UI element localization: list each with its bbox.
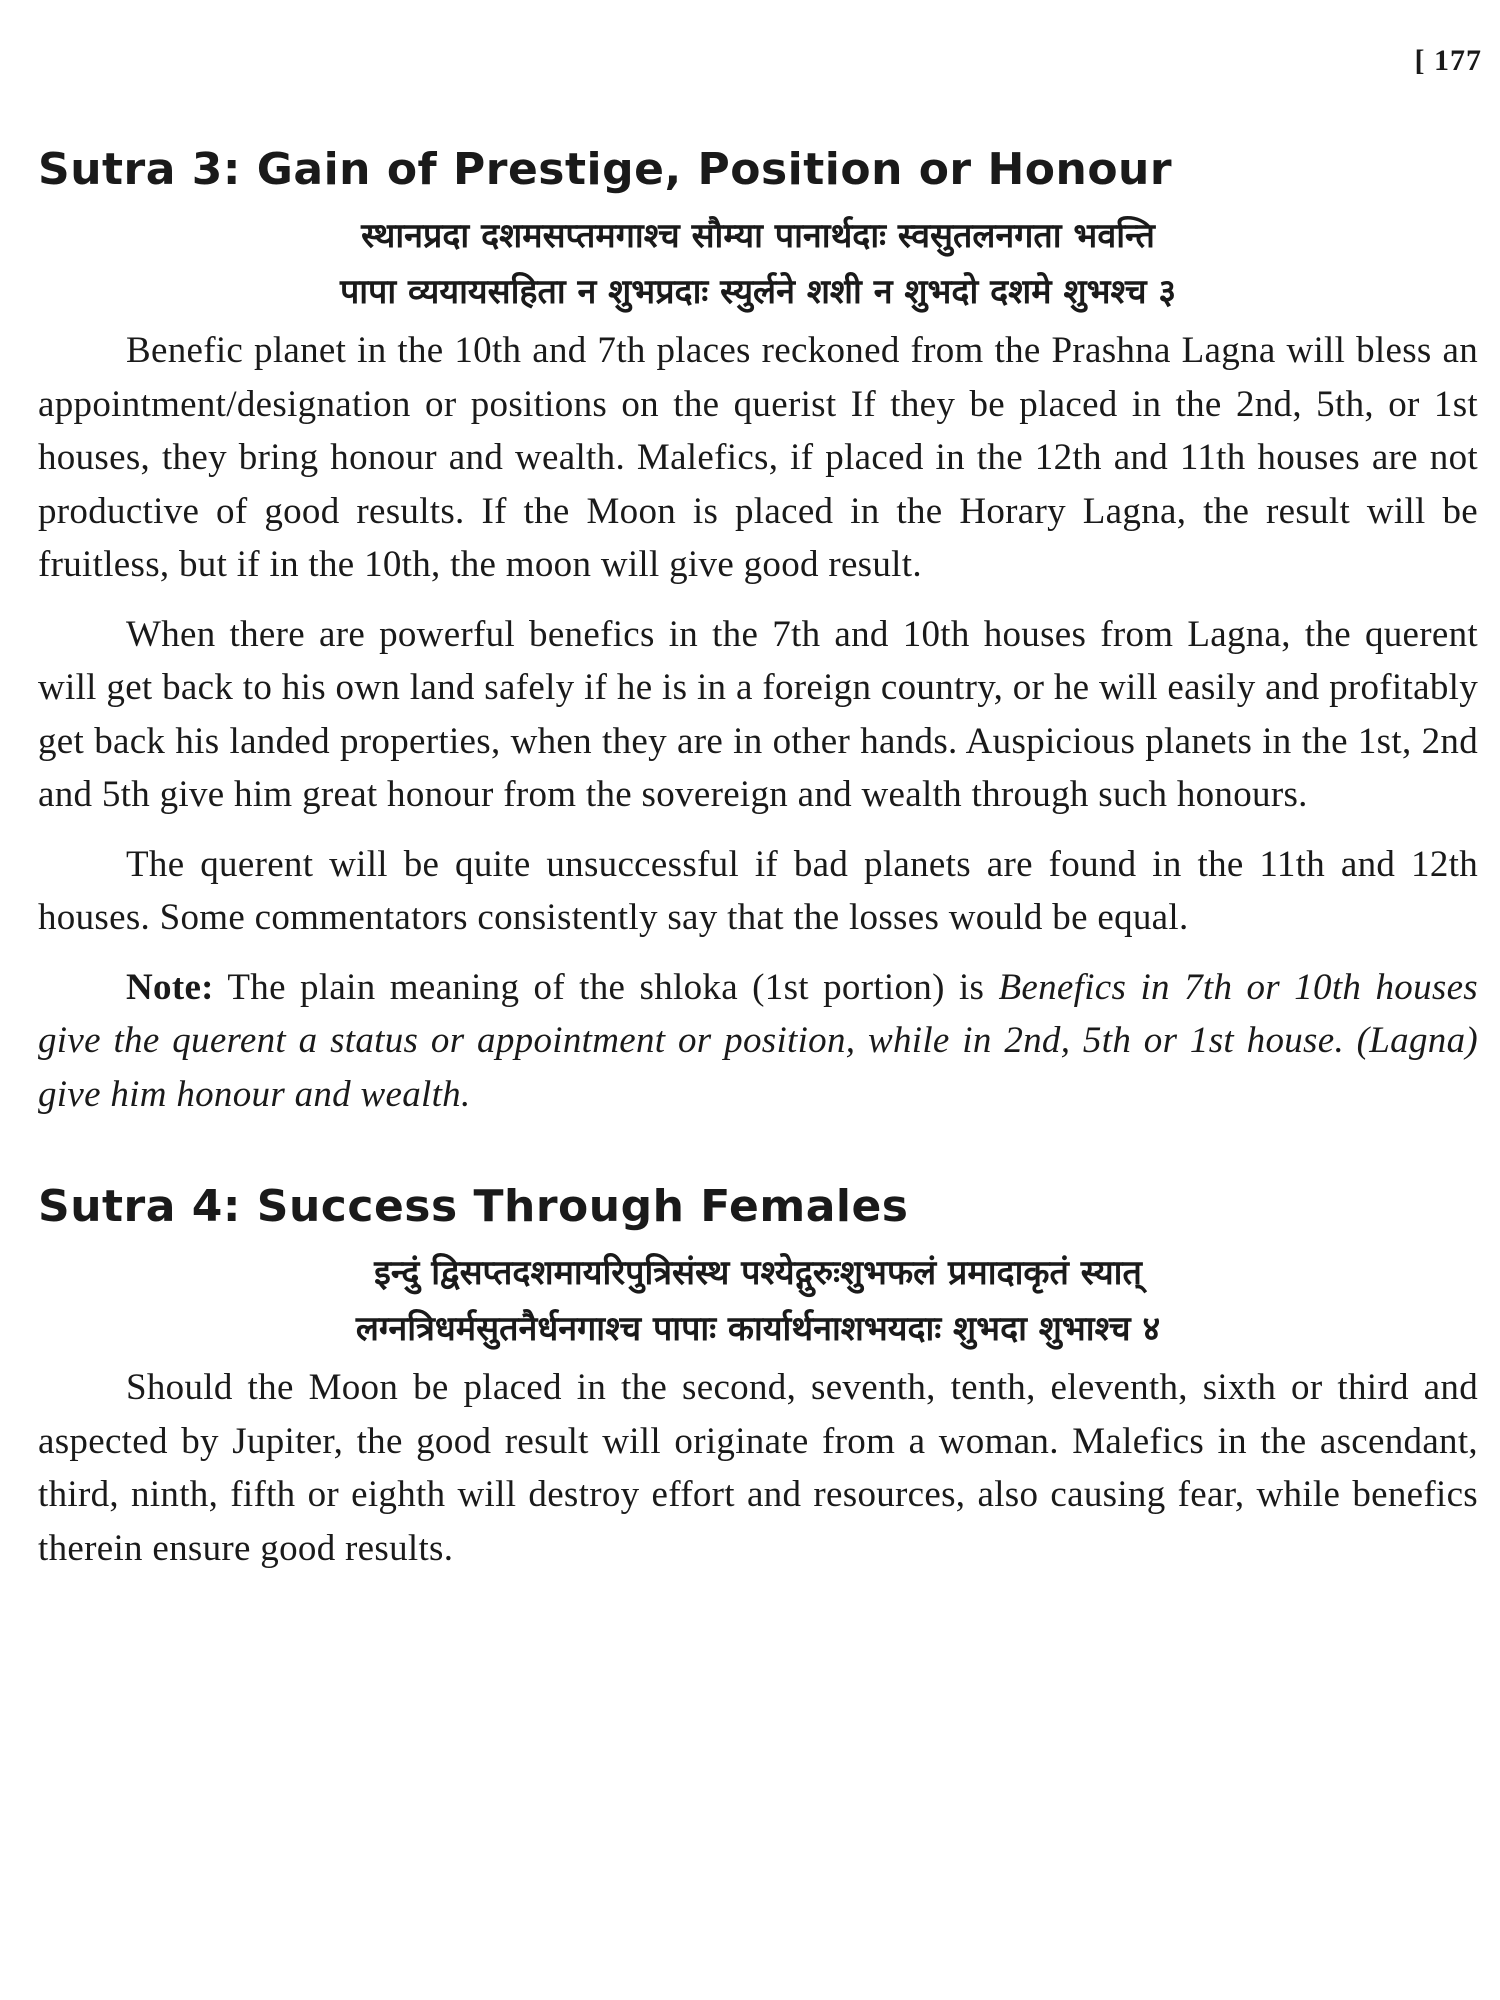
sutra-3-paragraph-3: The querent will be quite unsuccessful if bad planets are found in the 11th and 12th houses. Some commentators consistently say that the losses would be equal.	[38, 843, 1478, 938]
sutra-4-paragraph-1: Should the Moon be placed in the second, seventh, tenth, eleventh, sixth or third and aspected by Jupiter, the good result will originate from a woman. Malefics in the ascendant, third, ninth, fifth or eighth will destroy effort and resources, also causing fear, while benefics therein ensure good results.	[38, 1367, 1478, 1569]
page-content	[38, 140, 1478, 1591]
note-text: The plain meaning of the shloka (1st portion) is	[213, 966, 999, 1008]
sutra-3-heading: Sutra 3: Gain of Prestige, Position or Honour	[38, 144, 1173, 195]
sutra-3-note	[38, 961, 1478, 1122]
page-number: [ 177	[1414, 44, 1482, 77]
sutra-4-sanskrit-line-1: इन्दुं द्विसप्तदशमायरिपुत्रिसंस्थ पश्येद्गुरुःशुभफलं प्रमादाकृतं स्यात्	[374, 1253, 1142, 1293]
sutra-3-paragraph-2: When there are powerful benefics in the 7th and 10th houses from Lagna, the querent will get back to his own land safely if he is in a foreign country, or he will easily and profitably get back his landed properties, when they are in other hands. Auspicious planets in the 1st, 2nd and 5th give him great honour from the sovereign and wealth through such honours.	[38, 613, 1478, 815]
sutra-3-paragraph-1: Benefic planet in the 10th and 7th places reckoned from the Prashna Lagna will bless an appointment/designation or positions on the querist If they be placed in the 2nd, 5th, or 1st houses, they bring honour and wealth. Malefics, if placed in the 12th and 11th houses are not productive of good results. If the Moon is placed in the Horary Lagna, the result will be fruitless, but if in the 10th, the moon will give good result.	[38, 330, 1478, 585]
note-italic-text: Benefics in 7th or 10th houses give the querent a status or appointment or position, while in 2nd, 5th or 1st house. (Lagna) give him honour and wealth.	[38, 966, 1478, 1115]
sutra-3-sanskrit-line-1: स्थानप्रदा दशमसप्तमगाश्च सौम्या पानार्थदाः स्वसुतलनगता भवन्ति	[361, 216, 1155, 256]
section-divider	[38, 1137, 1478, 1177]
sutra-3-sanskrit-line-2: पापा व्ययायसहिता न शुभप्रदाः स्युर्लने शशी न शुभदो दशमे शुभश्च ३	[339, 272, 1177, 312]
note-label: Note:	[126, 966, 214, 1008]
sutra-4-heading: Sutra 4: Success Through Females	[38, 1181, 909, 1232]
sutra-4-sanskrit-line-2: लग्नत्रिधर्मसुतनैर्धनगाश्च पापाः कार्यार्थनाशभयदाः शुभदा शुभाश्च ४	[355, 1309, 1161, 1349]
